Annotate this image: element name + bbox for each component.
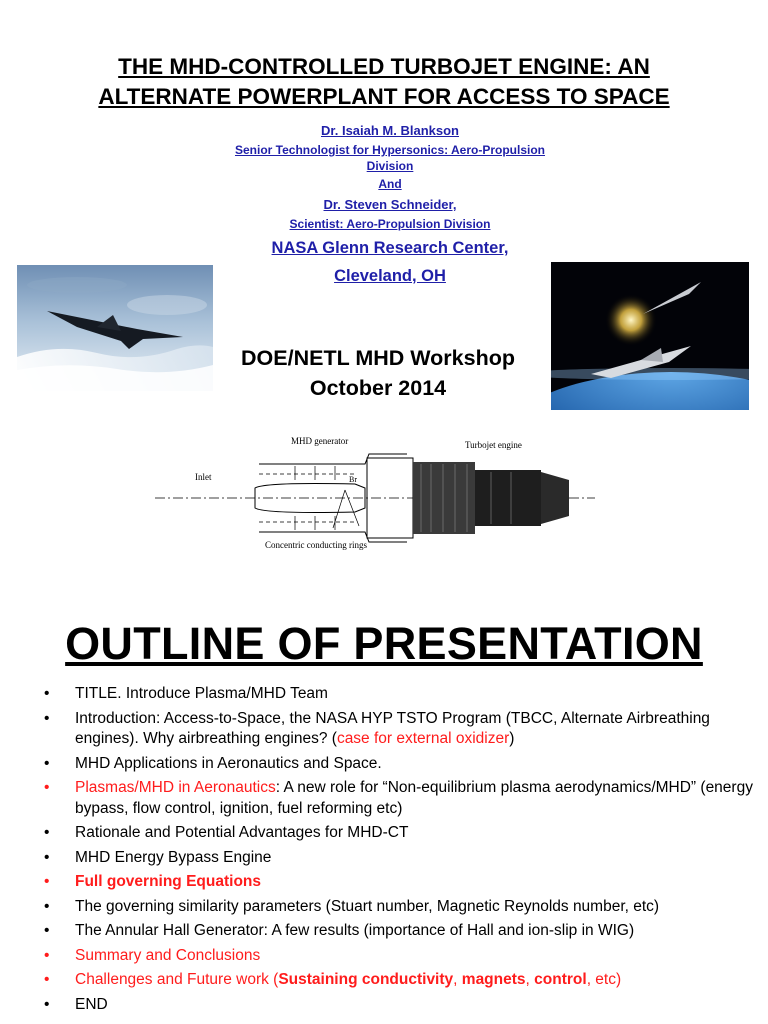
author1-name: Dr. Isaiah M. Blankson <box>321 123 459 138</box>
workshop-info <box>203 343 553 403</box>
workshop-name: DOE/NETL MHD Workshop <box>241 346 515 370</box>
org-line1: NASA Glenn Research Center, <box>271 239 509 257</box>
title-line-1: THE MHD-CONTROLLED TURBOJET ENGINE: AN <box>118 54 650 79</box>
list-item: • Plasmas/MHD in Aeronautics: A new role for “Non-equilibrium plasma aerodynamics/MHD” (energy bypass, flow control, ignition, fuel reforming etc) <box>44 779 753 817</box>
org-line2: Cleveland, OH <box>334 267 446 285</box>
author2-role: Scientist: Aero-Propulsion Division <box>289 217 491 231</box>
label-concentric-rings: Concentric conducting rings <box>265 540 367 550</box>
list-item: • MHD Applications in Aeronautics and Space. <box>44 754 382 772</box>
list-item: • The Annular Hall Generator: A few results (importance of Hall and ion-slip in WIG) <box>44 922 635 939</box>
list-item: • Introduction: Access-to-Space, the NASA HYP TSTO Program (TBCC, Alternate Airbreathing engines). Why airbreathing engines? (case for external oxidizer) <box>44 709 710 747</box>
outline-list <box>40 684 760 1019</box>
label-mhd-generator: MHD generator <box>291 436 349 446</box>
list-item: • Full governing Equations <box>44 873 261 890</box>
author2-name: Dr. Steven Schneider, <box>323 197 457 212</box>
list-item: • MHD Energy Bypass Engine <box>44 848 272 866</box>
mhd-turbojet-diagram <box>155 432 605 562</box>
list-item: • Summary and Conclusions <box>44 946 261 964</box>
list-item: • The governing similarity parameters (Stuart number, Magnetic Reynolds number, etc) <box>44 897 660 915</box>
author1-role-line2: Division <box>366 159 414 173</box>
spaceplane-photo <box>551 262 749 410</box>
and-text: And <box>378 177 402 191</box>
author1-role-line1: Senior Technologist for Hypersonics: Aero-Propulsion <box>234 143 546 157</box>
workshop-date: October 2014 <box>309 376 447 400</box>
list-item: • TITLE. Introduce Plasma/MHD Team <box>44 685 328 702</box>
title-line-2: ALTERNATE POWERPLANT FOR ACCESS TO SPACE <box>98 84 670 109</box>
list-item: • Challenges and Future work (Sustaining conductivity, magnets, control, etc) <box>44 971 622 988</box>
label-br: Br <box>349 475 357 484</box>
list-item: • Rationale and Potential Advantages for MHD-CT <box>44 824 409 841</box>
list-item: • END <box>44 995 108 1013</box>
aircraft-sky-photo <box>17 265 213 391</box>
page-title <box>0 52 768 112</box>
label-turbojet-engine: Turbojet engine <box>465 440 522 450</box>
label-inlet: Inlet <box>195 472 212 482</box>
outline-heading: OUTLINE OF PRESENTATION <box>65 618 703 669</box>
